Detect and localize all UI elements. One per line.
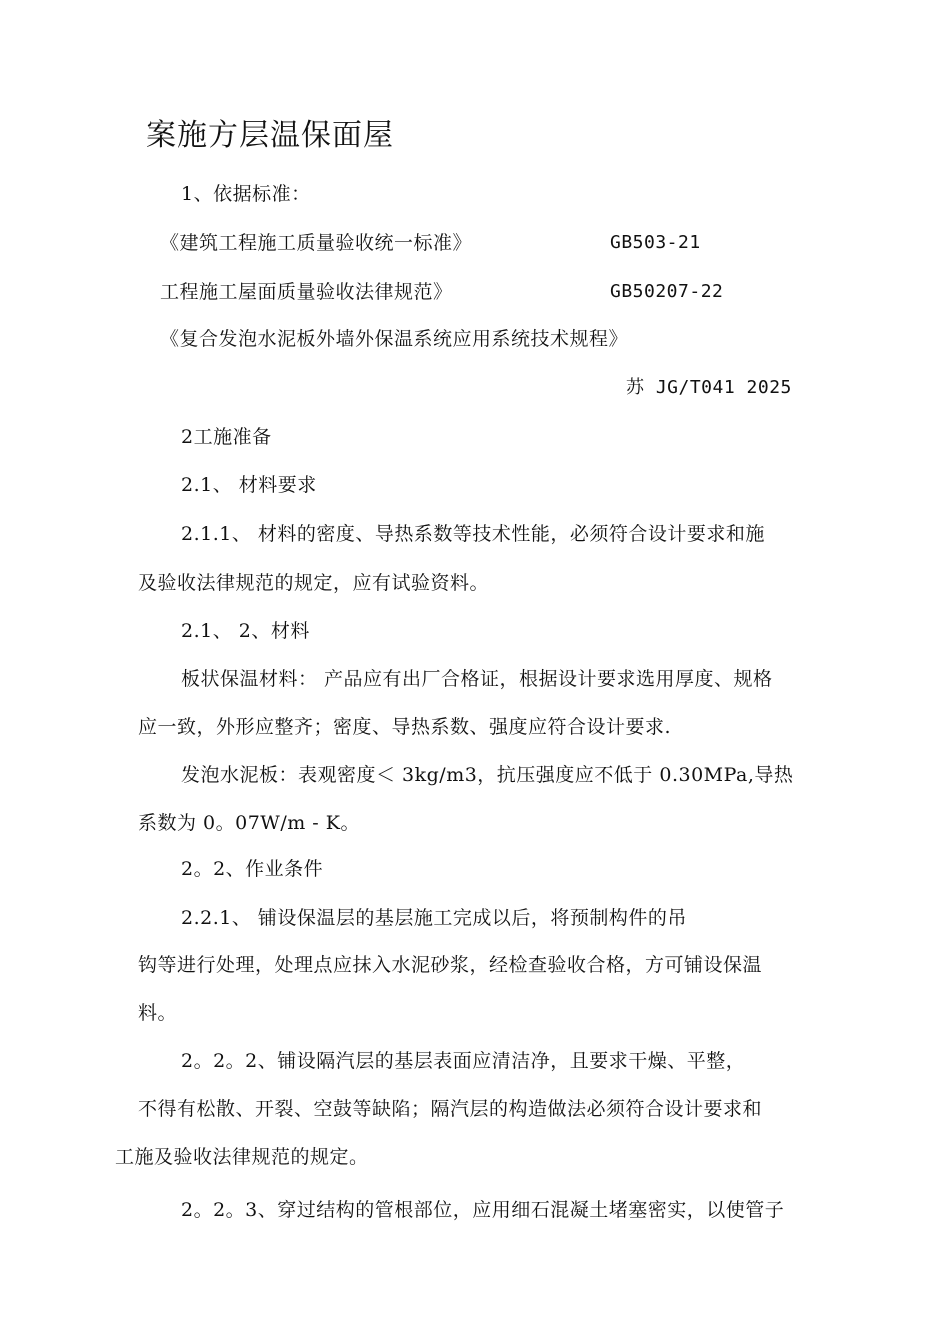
paragraph-line: 发泡水泥板：表观密度＜ 3kg/m3，抗压强度应不低于 0.30MPa,导热 [181, 764, 794, 786]
standard-name-2: 工程施工屋面质量验收法律规范》 [160, 281, 453, 303]
section-heading-basis: 1、依据标准： [181, 183, 311, 205]
paragraph-line: 及验收法律规范的规定，应有试验资料。 [138, 572, 490, 594]
paragraph-line: 板状保温材料： 产品应有出厂合格证，根据设计要求选用厚度、规格 [181, 668, 773, 690]
section-heading-preparation: 2工施准备 [181, 426, 272, 448]
standard-code-2: GB50207-22 [610, 281, 724, 302]
paragraph-line: 系数为 0。07W/m - K。 [138, 812, 360, 834]
document-title: 案施方层温保面屋 [146, 118, 394, 153]
subsection-heading-conditions: 2。2、作业条件 [181, 858, 324, 880]
standard-code-3: 苏 JG/T041 2025 [626, 377, 792, 398]
paragraph-line: 不得有松散、开裂、空鼓等缺陷；隔汽层的构造做法必须符合设计要求和 [138, 1098, 763, 1120]
paragraph-line: 料。 [138, 1002, 178, 1024]
subsection-heading-materials: 2.1、 材料要求 [181, 474, 317, 496]
standard-name-3: 《复合发泡水泥板外墙外保温系统应用系统技术规程》 [160, 328, 629, 350]
paragraph-line: 钩等进行处理，处理点应抹入水泥砂浆，经检查验收合格，方可铺设保温 [138, 954, 763, 976]
paragraph-line: 2。2。3、穿过结构的管根部位，应用细石混凝土堵塞密实，以使管子 [181, 1199, 785, 1221]
standard-code-1: GB503-21 [610, 232, 701, 253]
paragraph-line: 2.1.1、 材料的密度、导热系数等技术性能，必须符合设计要求和施 [181, 523, 765, 545]
paragraph-line: 2。2。2、铺设隔汽层的基层表面应清洁净，且要求干燥、平整， [181, 1050, 746, 1072]
standard-name-1: 《建筑工程施工质量验收统一标准》 [160, 232, 473, 254]
subsection-heading-materials-2: 2.1、 2、材料 [181, 620, 310, 642]
paragraph-line: 应一致，外形应整齐；密度、导热系数、强度应符合设计要求. [138, 716, 672, 738]
paragraph-line: 工施及验收法律规范的规定。 [115, 1146, 369, 1168]
paragraph-line: 2.2.1、 铺设保温层的基层施工完成以后，将预制构件的吊 [181, 907, 687, 929]
